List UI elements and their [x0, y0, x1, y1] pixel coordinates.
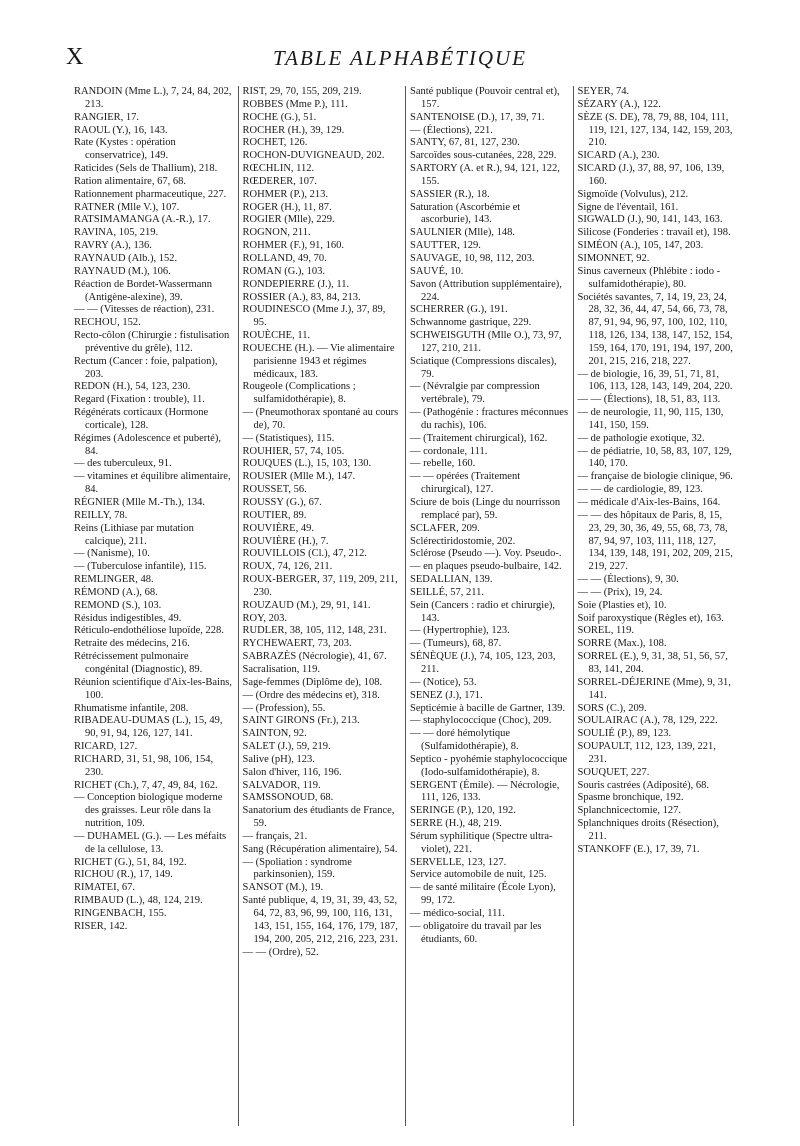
index-entry: RŒCHLIN, 112.	[242, 163, 315, 175]
index-entry: ROUVIÈRE (H.), 7.	[242, 535, 329, 547]
index-entry: REMOND (S.), 103.	[74, 599, 162, 611]
index-entry: RAVRY (A.), 136.	[74, 240, 152, 252]
index-entry: Réaction de Bordet-Wassermann (Antigène-alexine), 39.	[74, 278, 212, 303]
index-entry: SÉNÈQUE (J.), 74, 105, 123, 203, 211.	[410, 651, 556, 675]
index-entry: Rougeole (Complications ; sulfamidothérapie), 8.	[242, 381, 356, 406]
index-entry: Résidus indigestibles, 49.	[74, 612, 182, 624]
index-column-1	[70, 86, 238, 1126]
index-entry: SANTY, 67, 81, 127, 230.	[410, 137, 520, 149]
index-columns	[70, 86, 740, 1126]
index-column-2	[238, 86, 406, 1126]
index-entry: ROLLAND, 49, 70.	[242, 252, 327, 264]
index-entry: Rhumatisme infantile, 208.	[74, 702, 189, 714]
index-entry: — médicale d'Aix-les-Bains, 164.	[577, 497, 721, 508]
index-entry: RAOUL (Y.), 16, 143.	[74, 124, 168, 136]
index-entry: ROCHON-DUVIGNEAUD, 202.	[242, 150, 385, 162]
index-entry: SAULNIER (Mlle), 148.	[410, 227, 515, 239]
index-entry: ROUHIER, 57, 74, 105.	[242, 445, 345, 457]
index-entry: SAUTTER, 129.	[410, 240, 481, 252]
index-entry: Savon (Attribution supplémentaire), 224.	[410, 278, 562, 303]
index-entry: SICARD (J.), 37, 88, 97, 106, 139, 160.	[577, 163, 725, 187]
index-entry: — de neurologie, 11, 90, 115, 130, 141, 150, 159.	[577, 407, 724, 431]
index-entry: Rationnement pharmaceutique, 227.	[74, 188, 227, 200]
index-entry: — (Spoliation : syndrome parkinsonien), 159.	[242, 856, 352, 881]
index-entry: RAVINA, 105, 219.	[74, 227, 159, 239]
index-entry: SEDALLIAN, 139.	[410, 574, 493, 586]
index-entry: RATNER (Mlle V.), 107.	[74, 201, 180, 213]
index-entry: Sciatique (Compressions discales), 79.	[410, 355, 557, 380]
index-entry: SABRAZÈS (Nécrologie), 41, 67.	[242, 651, 387, 663]
index-entry: ROHMER (F.), 91, 160.	[242, 240, 345, 252]
index-entry: Sociétés savantes, 7, 14, 19, 23, 24, 28, 32, 36, 44, 47, 54, 66, 73, 78, 87, 91, 94, 96, 97, 100, 102, 110, 118, 126, 134, 138, 147, 152, 154, 159, 164, 170, 191, 194, 197, 200, 201, 215, 216, 218, 227.	[577, 291, 733, 367]
index-entry: — — des hôpitaux de Paris, 8, 15, 23, 29, 30, 36, 49, 55, 68, 73, 78, 87, 94, 97, 103, 111, 118, 127, 134, 139, 148, 191, 202, 209, 215, 219, 227.	[577, 509, 733, 573]
index-entry: SOREL, 119.	[577, 625, 634, 637]
index-entry: Silicose (Fonderies : travail et), 198.	[577, 227, 731, 239]
index-entry: Signe de l'éventail, 161.	[577, 201, 679, 213]
index-entry: SALET (J.), 59, 219.	[242, 741, 331, 753]
index-entry: ROUSSET, 56.	[242, 484, 307, 496]
index-entry: RŒDERER, 107.	[242, 175, 317, 187]
index-entry: Splanchniques droits (Résection), 211.	[577, 818, 719, 842]
index-entry: ROMAN (G.), 103.	[242, 265, 326, 277]
index-entry: STANKOFF (E.), 17, 39, 71.	[577, 843, 700, 855]
index-entry: — (Hypertrophie), 123.	[410, 625, 510, 637]
index-entry: RICHET (Ch.), 7, 47, 49, 84, 162.	[74, 779, 218, 791]
index-entry: — (Profession), 55.	[242, 702, 326, 714]
page-number: X	[66, 44, 84, 70]
index-entry: — de santé militaire (École Lyon), 99, 172.	[410, 882, 556, 907]
index-entry: — des tuberculeux, 91.	[74, 458, 172, 470]
index-entry: ROUECHE (H.). — Vie alimentaire parisienne 1943 et régimes médicaux, 183.	[242, 342, 395, 380]
index-entry: — (Pathogénie : fractures méconnues du rachis), 106.	[410, 407, 569, 431]
index-entry: SALVADOR, 119.	[242, 779, 321, 791]
index-entry: SOUPAULT, 112, 123, 139, 221, 231.	[577, 741, 716, 765]
index-entry: SARTORY (A. et R.), 94, 121, 122, 155.	[410, 163, 560, 187]
index-entry: — — (Ordre), 52.	[242, 946, 319, 958]
index-entry: SERGENT (Émile). — Nécrologie, 111, 126, 133.	[410, 779, 560, 804]
index-entry: Souris castrées (Adiposité), 68.	[577, 779, 710, 791]
index-entry: SCHWEISGUTH (Mlle O.), 73, 97, 127, 210, 211.	[410, 330, 562, 354]
index-entry: RINGENBACH, 155.	[74, 908, 167, 919]
index-entry: RISER, 142.	[74, 920, 128, 932]
index-entry: Service automobile de nuit, 125.	[410, 869, 547, 881]
index-entry: — vitamines et équilibre alimentaire, 84.	[74, 471, 231, 496]
index-entry: Salive (pH), 123.	[242, 753, 315, 765]
index-entry: Rectum (Cancer : foie, palpation), 203.	[74, 355, 218, 380]
index-entry: Sang (Récupération alimentaire), 54.	[242, 843, 398, 855]
index-entry: SERINGE (P.), 120, 192.	[410, 805, 516, 817]
index-entry: Régénérats corticaux (Hormone corticale), 128.	[74, 407, 209, 431]
index-entry: SIMONNET, 92.	[577, 252, 650, 264]
index-entry: ROUX, 74, 126, 211.	[242, 561, 333, 573]
index-entry: SIMÉON (A.), 105, 147, 203.	[577, 240, 704, 252]
index-entry: ROCHER (H.), 39, 129.	[242, 124, 345, 136]
index-entry: — française de biologie clinique, 96.	[577, 471, 733, 483]
index-entry: Septico - pyohémie staphylococcique (Iodo-sulfamidothérapie), 8.	[410, 753, 568, 778]
index-entry: ROUTIER, 89.	[242, 509, 307, 521]
index-entry: Septicémie à bacille de Gartner, 139.	[410, 702, 565, 714]
index-entry: SÉZARY (A.), 122.	[577, 98, 661, 110]
index-entry: ROCHE (G.), 51.	[242, 111, 317, 123]
index-entry: — DUHAMEL (G.). — Les méfaits de la cellulose, 13.	[74, 830, 227, 855]
index-entry: RICARD, 127.	[74, 741, 138, 753]
index-entry: Schwannome gastrique, 229.	[410, 317, 532, 329]
index-entry: RICHET (G.), 51, 84, 192.	[74, 856, 187, 868]
index-entry: — rebelle, 160.	[410, 458, 476, 470]
index-entry: Sinus caverneux (Phlébite : iodo - sulfamidothérapie), 80.	[577, 265, 721, 290]
index-entry: SERRE (H.), 48, 219.	[410, 818, 502, 830]
index-entry: SORREL-DÉJERINE (Mme), 9, 31, 141.	[577, 676, 731, 701]
index-entry: Retraite des médecins, 216.	[74, 638, 190, 650]
index-entry: — (Tuberculose infantile), 115.	[74, 561, 207, 573]
index-entry: RAYNAUD (Alb.), 152.	[74, 252, 178, 264]
index-entry: SIGWALD (J.), 90, 141, 143, 163.	[577, 214, 723, 226]
index-entry: RÉMOND (A.), 68.	[74, 586, 158, 598]
index-entry: — (Tumeurs), 68, 87.	[410, 638, 502, 650]
index-entry: RICHARD, 31, 51, 98, 106, 154, 230.	[74, 753, 214, 778]
index-entry: SOUQUET, 227.	[577, 766, 650, 778]
index-entry: Sein (Cancers : radio et chirurgie), 143.	[410, 599, 556, 624]
index-entry: RICHOU (R.), 17, 149.	[74, 869, 173, 881]
index-entry: Ration alimentaire, 67, 68.	[74, 175, 186, 187]
index-entry: Splanchnicectomie, 127.	[577, 805, 682, 817]
index-entry: — — (Prix), 19, 24.	[577, 586, 663, 598]
index-entry: — — (Élections), 9, 30.	[577, 574, 679, 586]
index-entry: ROUDINESCO (Mme J.), 37, 89, 95.	[242, 304, 386, 329]
index-entry: Regard (Fixation : trouble), 11.	[74, 394, 205, 406]
index-entry: Sclérectiridostomie, 202.	[410, 535, 516, 547]
index-entry: ROUVIÈRE, 49.	[242, 522, 314, 534]
index-entry: — — (Vitesses de réaction), 231.	[74, 304, 215, 316]
index-entry: RATSIMAMANGA (A.-R.), 17.	[74, 214, 211, 226]
index-entry: — de pathologie exotique, 32.	[577, 432, 705, 444]
index-entry: SOULAIRAC (A.), 78, 129, 222.	[577, 715, 718, 727]
page-title: TABLE ALPHABÉTIQUE	[273, 46, 527, 70]
index-entry: SEYER, 74.	[577, 86, 630, 97]
index-entry: Sanatorium des étudiants de France, 59.	[242, 805, 395, 830]
index-entry: ROUÈCHE, 11.	[242, 330, 311, 342]
index-entry: Recto-côlon (Chirurgie : fistulisation préventive du grêle), 112.	[74, 330, 230, 354]
index-entry: RONDEPIERRE (J.), 11.	[242, 278, 350, 290]
index-entry: Sacralisation, 119.	[242, 663, 320, 675]
index-entry: SENEZ (J.), 171.	[410, 689, 483, 701]
index-entry: — — (Élections), 18, 51, 83, 113.	[577, 394, 721, 406]
index-entry: Soif paroxystique (Règles et), 163.	[577, 612, 724, 624]
index-entry: ROGIER (Mlle), 229.	[242, 214, 335, 226]
index-column-4	[573, 86, 741, 1126]
index-entry: RIMATEI, 67.	[74, 882, 135, 894]
index-entry: Spasme bronchique, 192.	[577, 792, 684, 804]
index-entry: SANTENOISE (D.), 17, 39, 71.	[410, 111, 545, 123]
index-entry: Réunion scientifique d'Aix-les-Bains, 100.	[74, 676, 232, 701]
index-entry: — de biologie, 16, 39, 51, 71, 81, 106, 113, 128, 143, 149, 204, 220.	[577, 368, 733, 393]
index-entry: ROUQUES (L.), 15, 103, 130.	[242, 458, 372, 470]
index-entry: SORREL (E.), 9, 31, 38, 51, 56, 57, 83, 141, 204.	[577, 651, 728, 675]
index-entry: SAUVÉ, 10.	[410, 265, 464, 277]
index-entry: ROUSSY (G.), 67.	[242, 497, 322, 508]
index-entry: RECHOU, 152.	[74, 317, 141, 329]
index-entry: ROHMER (P.), 213.	[242, 188, 328, 200]
index-entry: SORRE (Max.), 108.	[577, 638, 667, 650]
index-entry: SASSIER (R.), 18.	[410, 188, 490, 200]
index-column-3	[405, 86, 573, 1126]
index-entry: RIBADEAU-DUMAS (L.), 15, 49, 90, 91, 94, 126, 127, 141.	[74, 715, 223, 740]
index-entry: Rate (Kystes : opération conservatrice), 149.	[74, 137, 176, 162]
index-entry: — (Traitement chirurgical), 162.	[410, 432, 548, 444]
index-entry: RANDOIN (Mme L.), 7, 24, 84, 202, 213.	[74, 86, 232, 110]
index-entry: RIST, 29, 70, 155, 209, 219.	[242, 86, 362, 97]
index-entry: — (Ordre des médecins et), 318.	[242, 689, 380, 701]
index-entry: SEILLÉ, 57, 211.	[410, 586, 484, 598]
index-entry: ROUVILLOIS (Cl.), 47, 212.	[242, 548, 368, 560]
index-entry: — Conception biologique moderne des graisses. Leur rôle dans la nutrition, 109.	[74, 792, 223, 830]
index-entry: RANGIER, 17.	[74, 111, 140, 123]
index-entry: Saturation (Ascorbémie et ascorburie), 143.	[410, 201, 521, 226]
index-entry: — — opérées (Traitement chirurgical), 127.	[410, 471, 521, 496]
index-entry: ROGNON, 211.	[242, 227, 311, 239]
index-entry: — (Nanisme), 10.	[74, 548, 150, 560]
index-entry: ROCHET, 126.	[242, 137, 308, 149]
index-entry: — (Pneumothorax spontané au cours de), 70.	[242, 407, 399, 431]
index-entry: ROUSIER (Mlle M.), 147.	[242, 471, 356, 483]
index-entry: Sciure de bois (Linge du nourrisson remplacé par), 59.	[410, 497, 561, 521]
index-entry: — français, 21.	[242, 830, 308, 842]
index-entry: Rétrécissement pulmonaire congénital (Diagnostic), 89.	[74, 651, 203, 675]
index-entry: SÈZE (S. DE), 78, 79, 88, 104, 111, 119, 121, 127, 134, 142, 159, 203, 210.	[577, 111, 733, 149]
index-entry: RIMBAUD (L.), 48, 124, 219.	[74, 895, 203, 907]
index-entry: ROBBES (Mme P.), 111.	[242, 98, 348, 110]
index-entry: RÉGNIER (Mlle M.-Th.), 134.	[74, 497, 205, 508]
index-entry: — (Névralgie par compression vertébrale), 79.	[410, 381, 540, 406]
index-entry: Sérum syphilitique (Spectre ultra-violet), 221.	[410, 830, 553, 855]
index-entry: REDON (H.), 54, 123, 230.	[74, 381, 191, 393]
index-entry: SOULIÉ (P.), 89, 123.	[577, 728, 672, 740]
index-entry: — (Élections), 221.	[410, 124, 493, 136]
index-entry: Sage-femmes (Diplôme de), 108.	[242, 676, 383, 688]
index-entry: SICARD (A.), 230.	[577, 150, 660, 162]
index-entry: ROUX-BERGER, 37, 119, 209, 211, 230.	[242, 574, 398, 598]
index-entry: Soie (Plasties et), 10.	[577, 599, 667, 611]
index-entry: — — doré hémolytique (Sulfamidothérapie), 8.	[410, 728, 519, 753]
index-entry: SCHERRER (G.), 191.	[410, 304, 508, 316]
index-entry: — (Notice), 53.	[410, 676, 477, 688]
index-entry: REMLINGER, 48.	[74, 574, 154, 586]
index-entry: RYCHEWAERT, 73, 203.	[242, 638, 352, 650]
index-entry: SORS (C.), 209.	[577, 702, 647, 714]
index-entry: Santé publique, 4, 19, 31, 39, 43, 52, 64, 72, 83, 96, 99, 100, 116, 131, 143, 151, 155, 164, 176, 179, 187, 194, 200, 205, 212, 216, 223, 231.	[242, 895, 398, 945]
index-entry: Réticulo-endothéliose lupoïde, 228.	[74, 625, 224, 637]
index-entry: RAYNAUD (M.), 106.	[74, 265, 171, 277]
index-entry: SAMSSONOUD, 68.	[242, 792, 334, 804]
index-entry: Sigmoïde (Volvulus), 212.	[577, 188, 689, 200]
index-entry: SERVELLE, 123, 127.	[410, 856, 507, 868]
index-entry: RUDLER, 38, 105, 112, 148, 231.	[242, 625, 387, 637]
index-entry: REILLY, 78.	[74, 509, 128, 521]
page-header	[66, 44, 734, 78]
index-entry: Salon d'hiver, 116, 196.	[242, 766, 342, 778]
index-entry: SCLAFER, 209.	[410, 522, 480, 534]
index-entry: ROGER (H.), 11, 87.	[242, 201, 332, 213]
index-entry: — en plaques pseudo-bulbaire, 142.	[410, 561, 562, 573]
index-entry: — médico-social, 111.	[410, 908, 505, 919]
index-entry: — staphylococcique (Choc), 209.	[410, 715, 552, 727]
index-entry: Régimes (Adolescence et puberté), 84.	[74, 432, 221, 457]
index-entry: SAINT GIRONS (Fr.), 213.	[242, 715, 360, 727]
index-entry: Sclérose (Pseudo —). Voy. Pseudo-.	[410, 548, 562, 560]
index-entry: Reins (Lithiase par mutation calcique), 211.	[74, 522, 194, 547]
index-entry: Sarcoïdes sous-cutanées, 228, 229.	[410, 150, 557, 162]
index-entry: Santé publique (Pouvoir central et), 157.	[410, 86, 560, 110]
index-entry: ROUZAUD (M.), 29, 91, 141.	[242, 599, 371, 611]
index-entry: SANSOT (M.), 19.	[242, 882, 324, 894]
index-entry: — obligatoire du travail par les étudiants, 60.	[410, 920, 542, 945]
index-entry: — — de cardiologie, 89, 123.	[577, 484, 703, 496]
index-entry: Raticides (Sels de Thallium), 218.	[74, 163, 218, 175]
index-entry: ROY, 203.	[242, 612, 287, 624]
index-entry: ROSSIER (A.), 83, 84, 213.	[242, 291, 361, 303]
index-entry: SAINTON, 92.	[242, 728, 307, 740]
index-entry: SAUVAGE, 10, 98, 112, 203.	[410, 252, 535, 264]
index-entry: — cordonale, 111.	[410, 445, 488, 457]
index-entry: — (Statistiques), 115.	[242, 432, 335, 444]
index-entry: — de pédiatrie, 10, 58, 83, 107, 129, 140, 170.	[577, 445, 732, 470]
